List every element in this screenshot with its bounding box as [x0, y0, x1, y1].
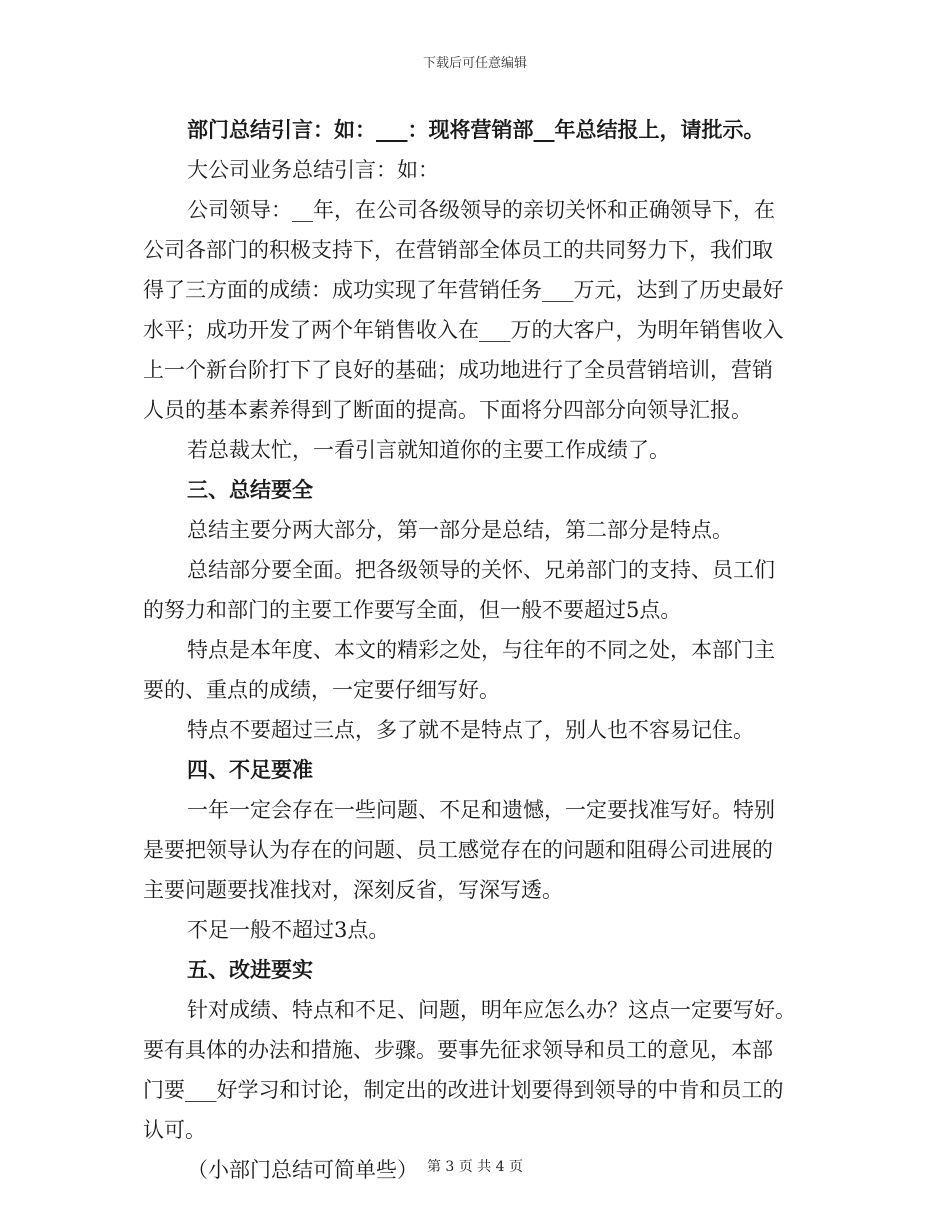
body-line: 主要问题要找准找对，深刻反省，写深写透。 — [143, 878, 563, 902]
body-line: 不足一般不超过3点。 — [187, 918, 390, 942]
body-line: 认可。 — [143, 1118, 206, 1142]
body-line: 门要___好学习和讨论，制定出的改进计划要得到领导的中肯和员工的 — [143, 1078, 784, 1102]
section-heading: 三、总结要全 — [187, 477, 313, 502]
body-line: 的努力和部门的主要工作要写全面，但一般不要超过5点。 — [143, 598, 682, 622]
document-body — [143, 110, 808, 1190]
body-line: 要有具体的办法和措施、步骤。要事先征求领导和员工的意见，本部 — [143, 1038, 773, 1062]
body-line: 一年一定会存在一些问题、不足和遗憾，一定要找准写好。特别 — [187, 798, 775, 822]
body-line: 得了三方面的成绩：成功实现了年营销任务___万元，达到了历史最好 — [143, 278, 784, 302]
body-line: 公司各部门的积极支持下，在营销部全体员工的共同努力下，我们取 — [143, 238, 773, 262]
body-line: 特点是本年度、本文的精彩之处，与往年的不同之处，本部门主 — [187, 638, 775, 662]
body-line: 总结部分要全面。把各级领导的关怀、兄弟部门的支持、员工们 — [187, 558, 775, 582]
page-header: 下载后可任意编辑 — [422, 56, 527, 71]
body-line: 上一个新台阶打下了良好的基础；成功地进行了全员营销培训，营销 — [143, 358, 773, 382]
body-line: 若总裁太忙，一看引言就知道你的主要工作成绩了。 — [187, 438, 670, 462]
body-line: 特点不要超过三点，多了就不是特点了，别人也不容易记住。 — [187, 718, 754, 742]
body-line: 水平；成功开发了两个年销售收入在___万的大客户，为明年销售收入 — [143, 318, 784, 342]
body-line: 大公司业务总结引言：如： — [187, 158, 439, 182]
body-line: 公司领导：__年，在公司各级领导的亲切关怀和正确领导下，在 — [187, 198, 775, 222]
body-line: 针对成绩、特点和不足、问题，明年应怎么办？这点一定要写好。 — [187, 998, 796, 1022]
body-line: 人员的基本素养得到了断面的提高。下面将分四部分向领导汇报。 — [143, 398, 752, 422]
page-footer: 第 3 页 共 4 页 — [426, 1159, 524, 1175]
section-heading: 四、不足要准 — [187, 757, 313, 782]
body-line: 要的、重点的成绩，一定要仔细写好。 — [143, 678, 500, 702]
body-line: （小部门总结可简单些） — [187, 1158, 418, 1182]
body-line: 是要把领导认为存在的问题、员工感觉存在的问题和阻碍公司进展的 — [143, 838, 773, 862]
section-heading: 五、改进要实 — [187, 957, 313, 982]
section-heading: 部门总结引言：如：___：现将营销部__年总结报上，请批示。 — [187, 117, 765, 142]
body-line: 总结主要分两大部分，第一部分是总结，第二部分是特点。 — [187, 518, 733, 542]
